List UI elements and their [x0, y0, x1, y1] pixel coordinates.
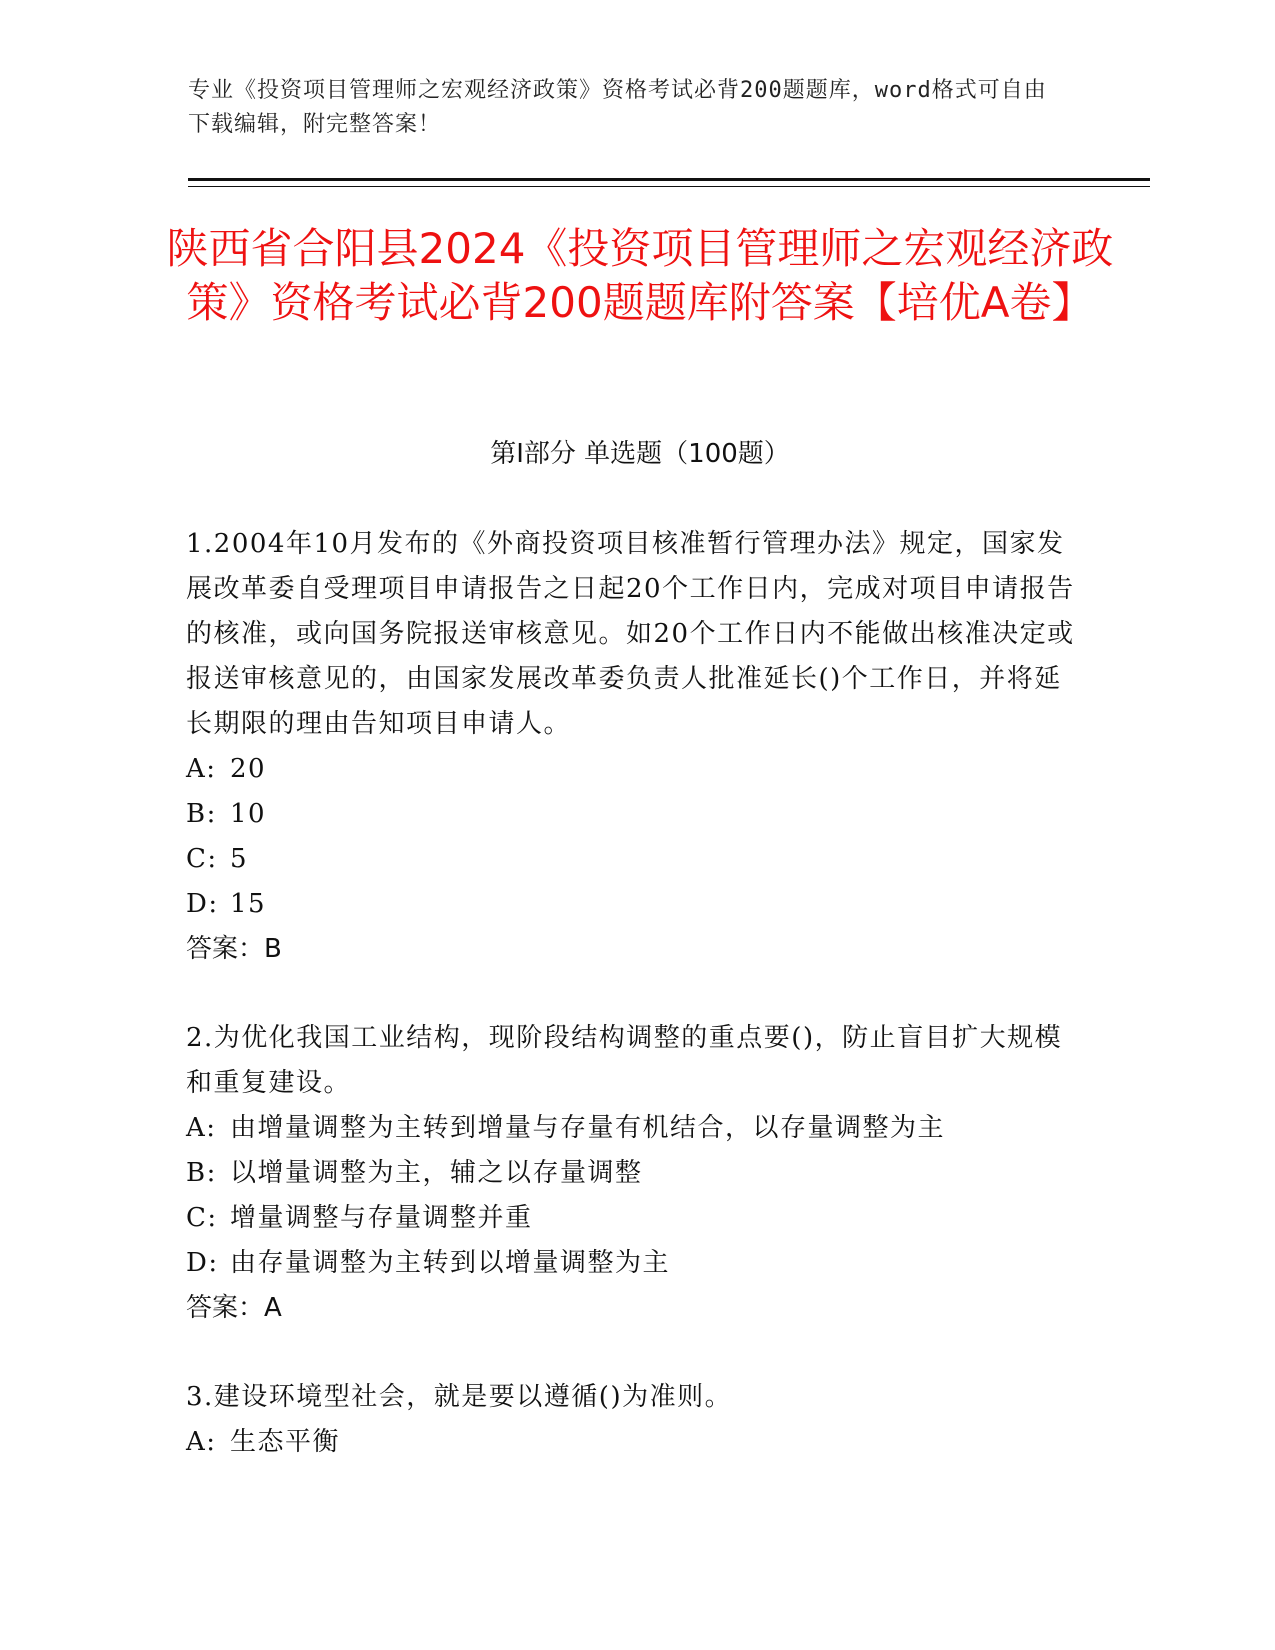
header-divider-thin: [188, 186, 1150, 187]
option-key: A:: [186, 754, 217, 784]
option-a: [186, 1106, 1086, 1151]
question-stem: 3.建设环境型社会，就是要以遵循()为准则。: [186, 1382, 733, 1412]
header-note: 专业《投资项目管理师之宏观经济政策》资格考试必背200题题库，word格式可自由下载编辑，附完整答案！: [188, 78, 1047, 137]
option-b: [186, 1151, 1086, 1196]
question-3: [186, 1375, 1086, 1465]
option-key: B:: [186, 799, 217, 829]
option-key: B:: [186, 1158, 217, 1188]
option-a: [186, 1420, 1086, 1465]
section-heading: 第Ⅰ部分 单选题（100题）: [490, 439, 790, 469]
option-text: 20: [230, 754, 267, 784]
document-title: 陕西省合阳县2024《投资项目管理师之宏观经济政策》资格考试必背200题题库附答案【培优A卷】: [166, 224, 1114, 327]
option-key: D:: [186, 889, 219, 919]
question-1: [186, 522, 1086, 972]
option-text: 由存量调整为主转到以增量调整为主: [230, 1248, 671, 1278]
answer-line: 答案：A: [186, 1293, 282, 1323]
option-c: [186, 1196, 1086, 1241]
question-stem: 2.为优化我国工业结构，现阶段结构调整的重点要()，防止盲目扩大规模和重复建设。: [186, 1023, 1063, 1098]
option-text: 由增量调整为主转到增量与存量有机结合，以存量调整为主: [230, 1113, 946, 1143]
option-text: 生态平衡: [230, 1427, 341, 1457]
option-text: 5: [230, 844, 249, 874]
option-key: C:: [186, 1203, 218, 1233]
option-text: 以增量调整为主，辅之以存量调整: [230, 1158, 643, 1188]
option-key: A:: [186, 1113, 217, 1143]
option-text: 15: [230, 889, 267, 919]
option-c: [186, 837, 1086, 882]
question-2: [186, 1016, 1086, 1331]
answer-line: 答案：B: [186, 934, 282, 964]
option-text: 增量调整与存量调整并重: [230, 1203, 533, 1233]
option-key: A:: [186, 1427, 217, 1457]
option-b: [186, 792, 1086, 837]
option-d: [186, 1241, 1086, 1286]
option-d: [186, 882, 1086, 927]
option-key: C:: [186, 844, 218, 874]
question-list: [186, 522, 1086, 1509]
question-stem: 1.2004年10月发布的《外商投资项目核准暂行管理办法》规定，国家发展改革委自受理项目申请报告之日起20个工作日内，完成对项目申请报告的核准，或向国务院报送审核意见。如20个工作日内不能做出核准决定或报送审核意见的，由国家发展改革委负责人批准延长()个工作日，并将延长期限的理由告知项目申请人。: [186, 529, 1075, 739]
option-a: [186, 747, 1086, 792]
option-key: D:: [186, 1248, 219, 1278]
header-divider-thick: [188, 178, 1150, 181]
option-text: 10: [230, 799, 267, 829]
